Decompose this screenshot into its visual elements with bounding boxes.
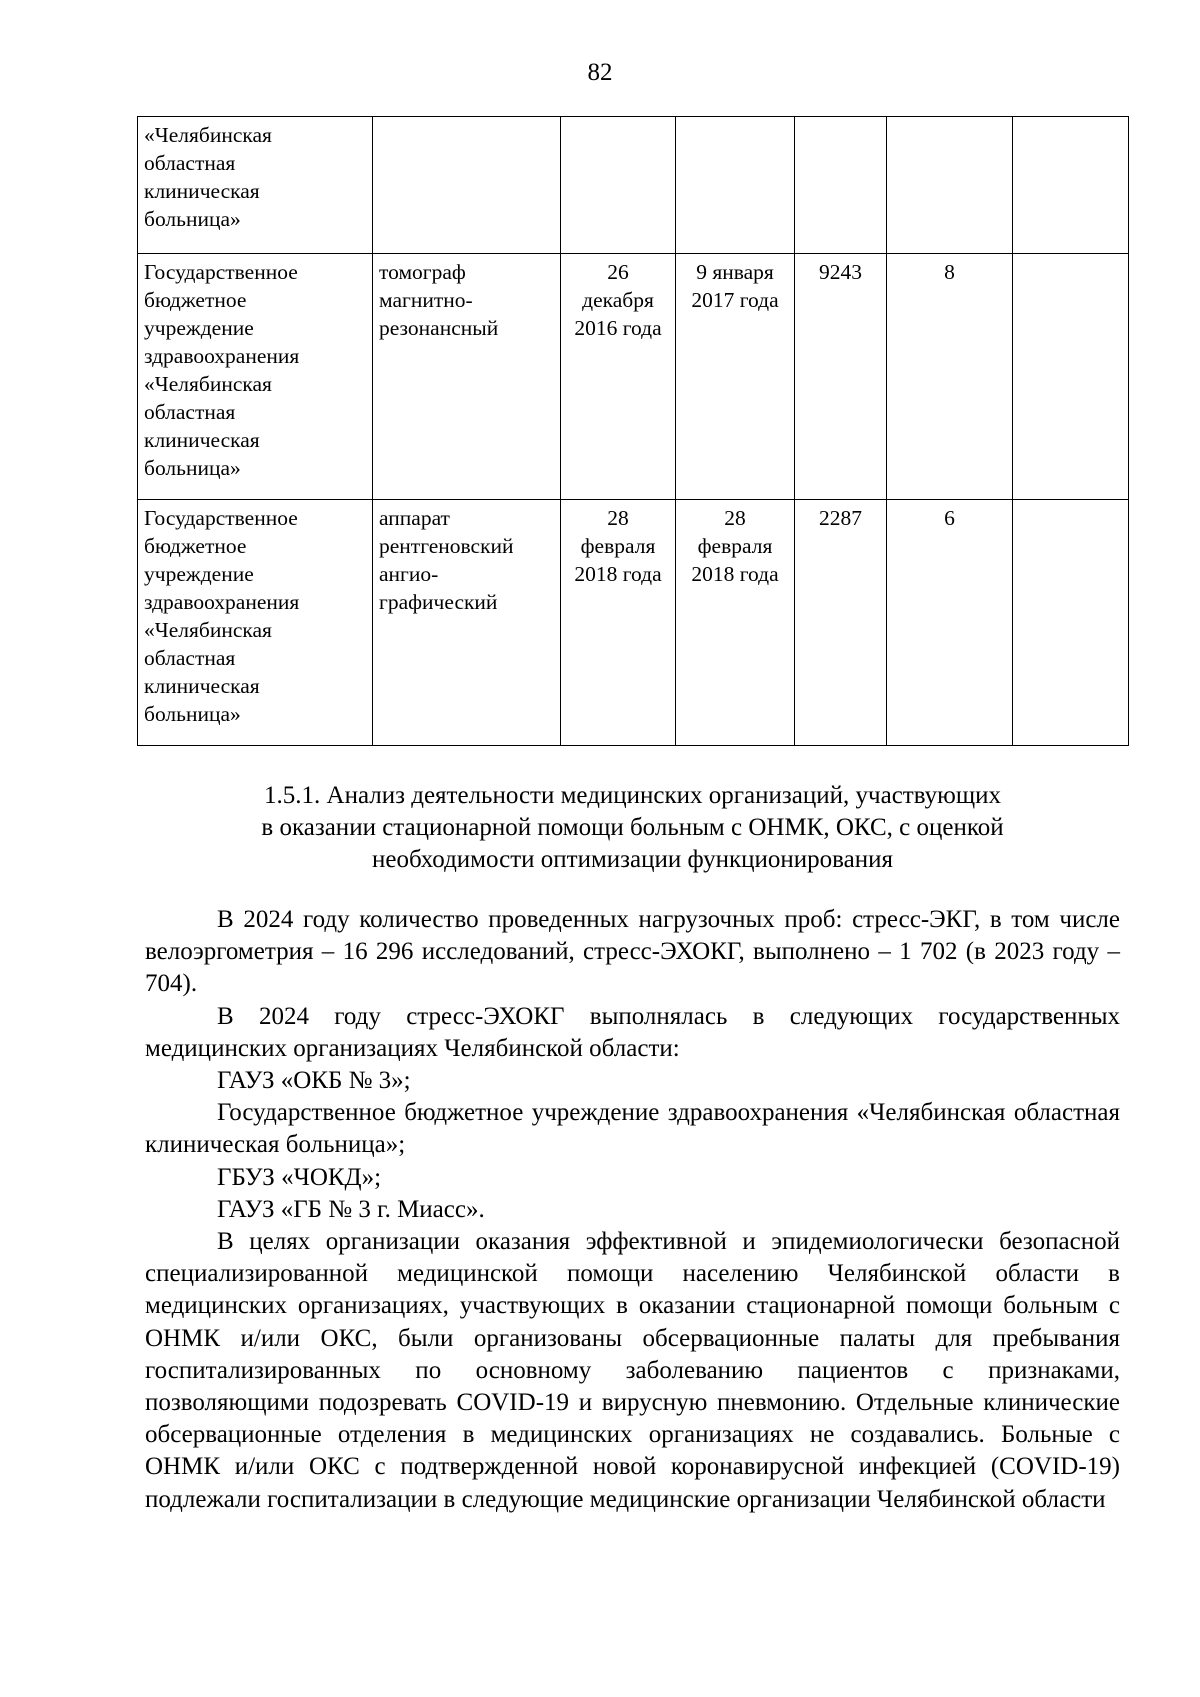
cell-date-1: 28 февраля 2018 года <box>561 500 676 746</box>
cell-organization: Государственное бюджетное учреждение здравоохранения «Челябинская областная клиническая больница» <box>138 500 373 746</box>
cell-value-2 <box>887 117 1013 254</box>
cell-equipment <box>373 117 561 254</box>
cell-date-1 <box>561 117 676 254</box>
cell-date-2 <box>676 117 795 254</box>
paragraph: ГБУЗ «ЧОКД»; <box>217 1163 382 1191</box>
cell-equipment: аппарат рентгеновский ангио- графический <box>373 500 561 746</box>
paragraph: ГАУЗ «ОКБ № 3»; <box>217 1067 411 1095</box>
cell-organization: «Челябинская областная клиническая больница» <box>138 117 373 254</box>
paragraph: В 2024 году стресс-ЭХОКГ выполнялась в следующих государственных медицинских организациях Челябинской области: <box>145 1002 1120 1062</box>
cell-date-2: 28 февраля 2018 года <box>676 500 795 746</box>
table-row <box>138 117 1129 254</box>
paragraph: В целях организации оказания эффективной и эпидемиологически безопасной специализированной медицинской помощи населению Челябинской области в медицинских организациях, участвующих в оказании стационарной помощи больным с ОНМК и/или ОКС, были организованы обсервационные палаты для пребывания госпитализированных по основному заболеванию пациентов с признаками, позволяющими подозревать COVID-19 и вирусную пневмонию. Отдельные клинические обсервационные отделения в медицинских организациях не создавались. Больные с ОНМК и/или ОКС с подтвержденной новой коронавирусной инфекцией (COVID-19) подлежали госпитализации в следующие медицинские организации Челябинской области <box>145 1228 1120 1513</box>
paragraph: ГАУЗ «ГБ № 3 г. Миасс». <box>217 1195 485 1223</box>
cell-date-1: 26 декабря 2016 года <box>561 254 676 500</box>
table-row <box>138 254 1129 500</box>
cell-note <box>1013 500 1129 746</box>
equipment-table <box>137 116 1129 746</box>
cell-date-2: 9 января 2017 года <box>676 254 795 500</box>
cell-note <box>1013 117 1129 254</box>
paragraph: В 2024 году количество проведенных нагрузочных проб: стресс-ЭКГ, в том числе велоэргометрия – 16 296 исследований, стресс-ЭХОКГ, выполнено – 1 702 (в 2023 году – 704). <box>145 906 1120 998</box>
cell-value-2: 8 <box>887 254 1013 500</box>
table-row <box>138 500 1129 746</box>
cell-value-1: 9243 <box>795 254 887 500</box>
cell-organization: Государственное бюджетное учреждение здравоохранения «Челябинская областная клиническая больница» <box>138 254 373 500</box>
cell-equipment: томограф магнитно- резонансный <box>373 254 561 500</box>
cell-value-1 <box>795 117 887 254</box>
cell-value-1: 2287 <box>795 500 887 746</box>
section-heading: 1.5.1. Анализ деятельности медицинских организаций, участвующих в оказании стационарной помощи больным с ОНМК, ОКС, с оценкой необходимости оптимизации функционирования <box>261 782 1004 873</box>
page-number: 82 <box>587 59 613 86</box>
body-text <box>145 904 1120 1516</box>
paragraph: Государственное бюджетное учреждение здравоохранения «Челябинская областная клиническая больница»; <box>145 1099 1120 1159</box>
cell-note <box>1013 254 1129 500</box>
cell-value-2: 6 <box>887 500 1013 746</box>
